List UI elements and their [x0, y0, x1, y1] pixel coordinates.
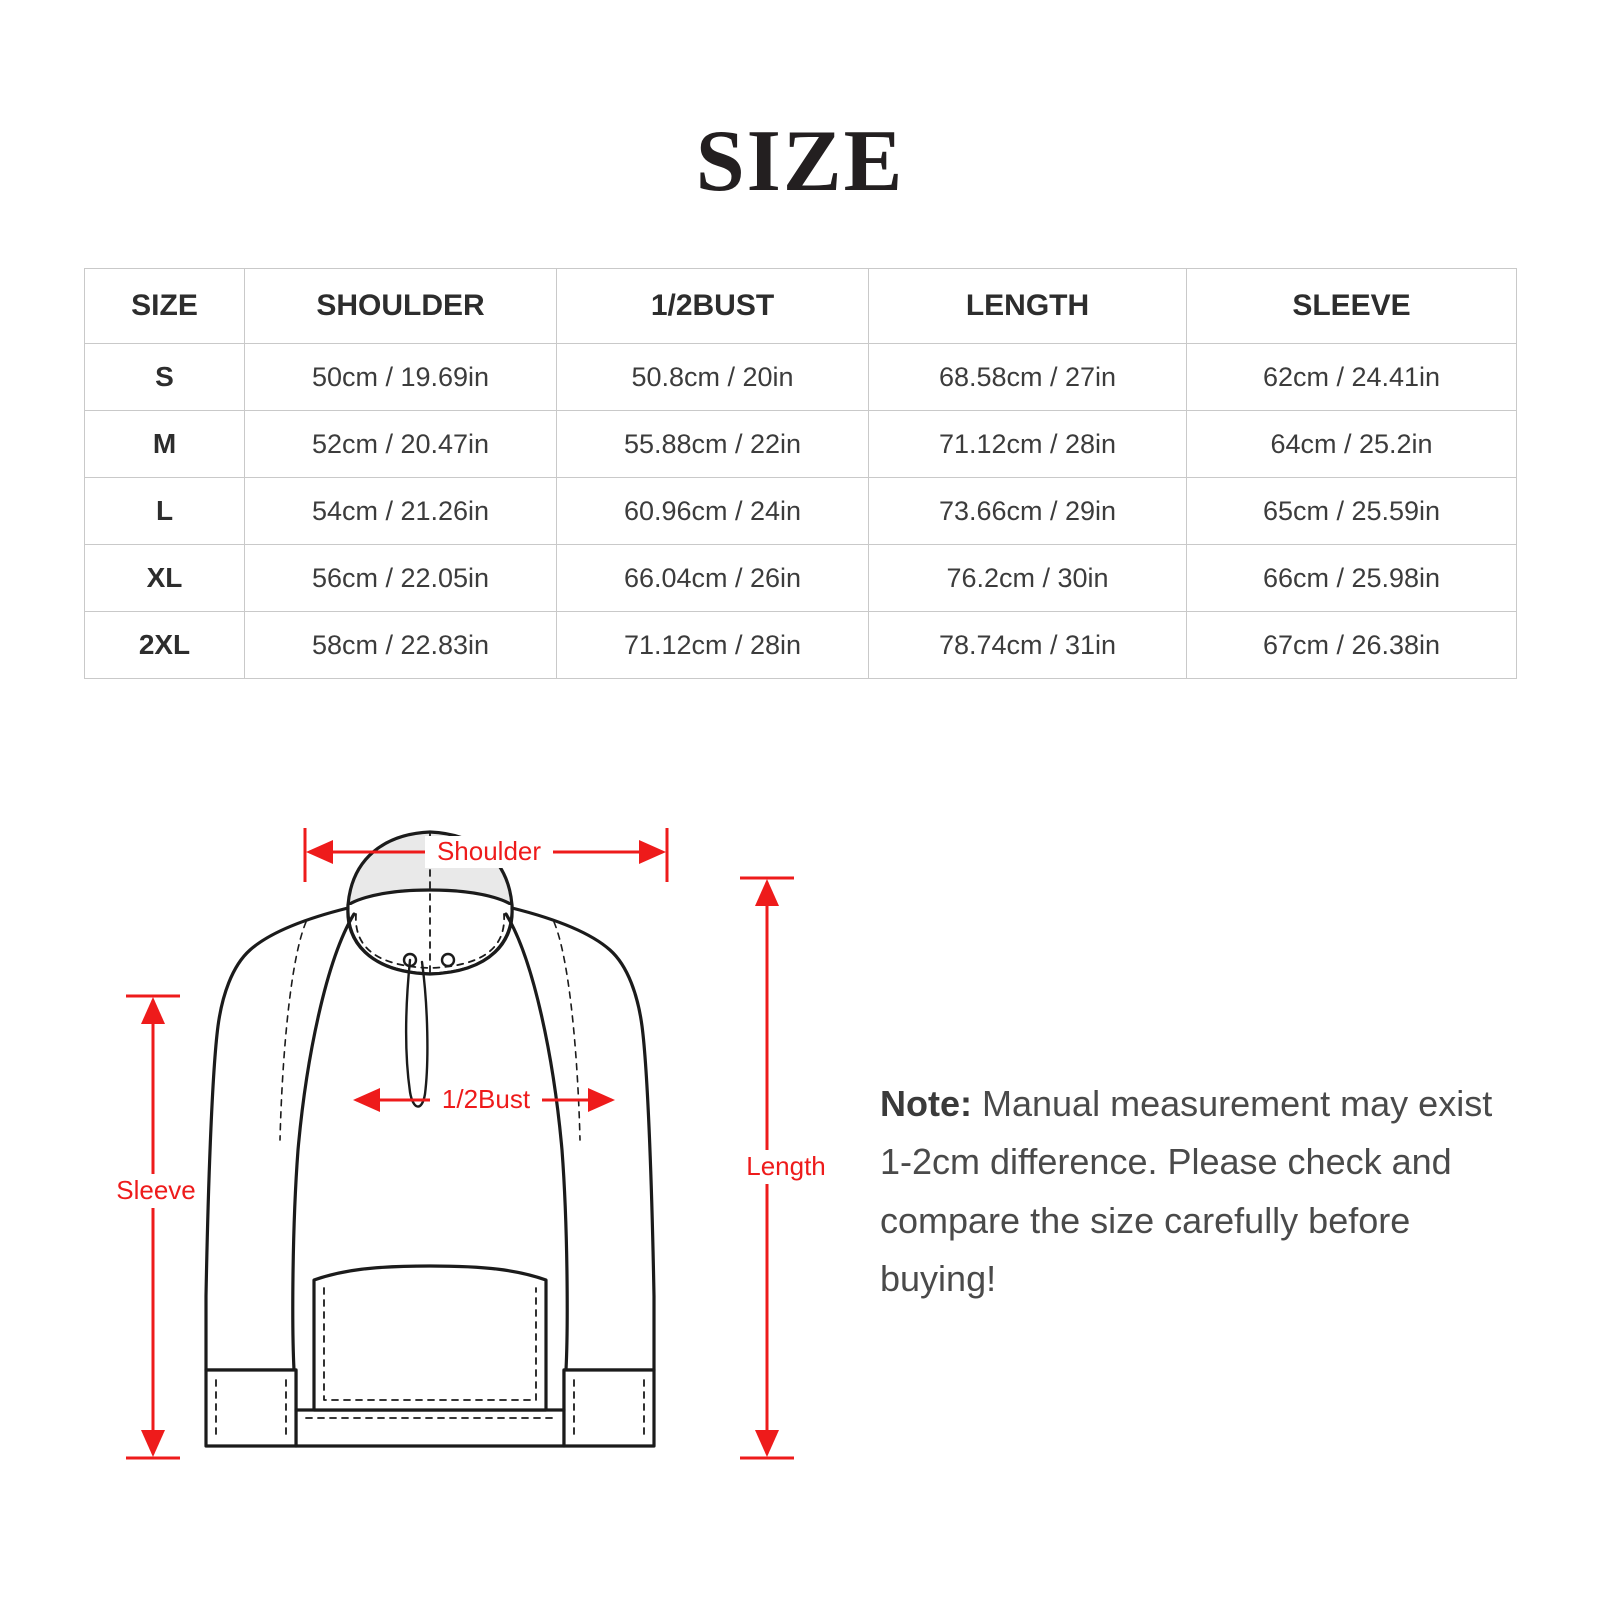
hoodie-illustration [206, 832, 654, 1446]
table-row [85, 344, 1517, 411]
cell-bust: 50.8cm / 20in [557, 344, 869, 411]
table-row [85, 545, 1517, 612]
cell-bust: 66.04cm / 26in [557, 545, 869, 612]
length-label: Length [746, 1151, 826, 1181]
cell-shoulder: 52cm / 20.47in [245, 411, 557, 478]
note-label: Note: [880, 1083, 972, 1124]
sleeve-label: Sleeve [116, 1175, 196, 1205]
table-header-row [85, 269, 1517, 344]
cell-length: 73.66cm / 29in [869, 478, 1187, 545]
cell-length: 71.12cm / 28in [869, 411, 1187, 478]
table-row [85, 478, 1517, 545]
size-table-container [84, 268, 1516, 679]
cell-sleeve: 65cm / 25.59in [1187, 478, 1517, 545]
cell-bust: 55.88cm / 22in [557, 411, 869, 478]
cell-length: 68.58cm / 27in [869, 344, 1187, 411]
cell-shoulder: 50cm / 19.69in [245, 344, 557, 411]
cell-size: M [85, 411, 245, 478]
page-title: SIZE [695, 113, 905, 210]
column-header-length: LENGTH [869, 269, 1187, 344]
column-header-sleeve: SLEEVE [1187, 269, 1517, 344]
sleeve-dimension [126, 996, 180, 1458]
bust-label: 1/2Bust [441, 1084, 531, 1114]
note-block [880, 1075, 1510, 1308]
cell-length: 76.2cm / 30in [869, 545, 1187, 612]
cell-sleeve: 67cm / 26.38in [1187, 612, 1517, 679]
cell-shoulder: 54cm / 21.26in [245, 478, 557, 545]
note-text: Manual measurement may exist 1-2cm difference. Please check and compare the size carefully before buying! [880, 1083, 1493, 1299]
cell-length: 78.74cm / 31in [869, 612, 1187, 679]
shoulder-label: Shoulder [436, 836, 542, 866]
cell-sleeve: 64cm / 25.2in [1187, 411, 1517, 478]
column-header-shoulder: SHOULDER [245, 269, 557, 344]
table-row [85, 612, 1517, 679]
cell-sleeve: 62cm / 24.41in [1187, 344, 1517, 411]
cell-bust: 60.96cm / 24in [557, 478, 869, 545]
size-table [84, 268, 1517, 679]
cell-size: L [85, 478, 245, 545]
hoodie-measurement-diagram [100, 810, 860, 1510]
column-header-bust: 1/2BUST [557, 269, 869, 344]
cell-sleeve: 66cm / 25.98in [1187, 545, 1517, 612]
cell-size: XL [85, 545, 245, 612]
table-row [85, 411, 1517, 478]
cell-shoulder: 56cm / 22.05in [245, 545, 557, 612]
cell-size: 2XL [85, 612, 245, 679]
cell-shoulder: 58cm / 22.83in [245, 612, 557, 679]
column-header-size: SIZE [85, 269, 245, 344]
cell-size: S [85, 344, 245, 411]
cell-bust: 71.12cm / 28in [557, 612, 869, 679]
